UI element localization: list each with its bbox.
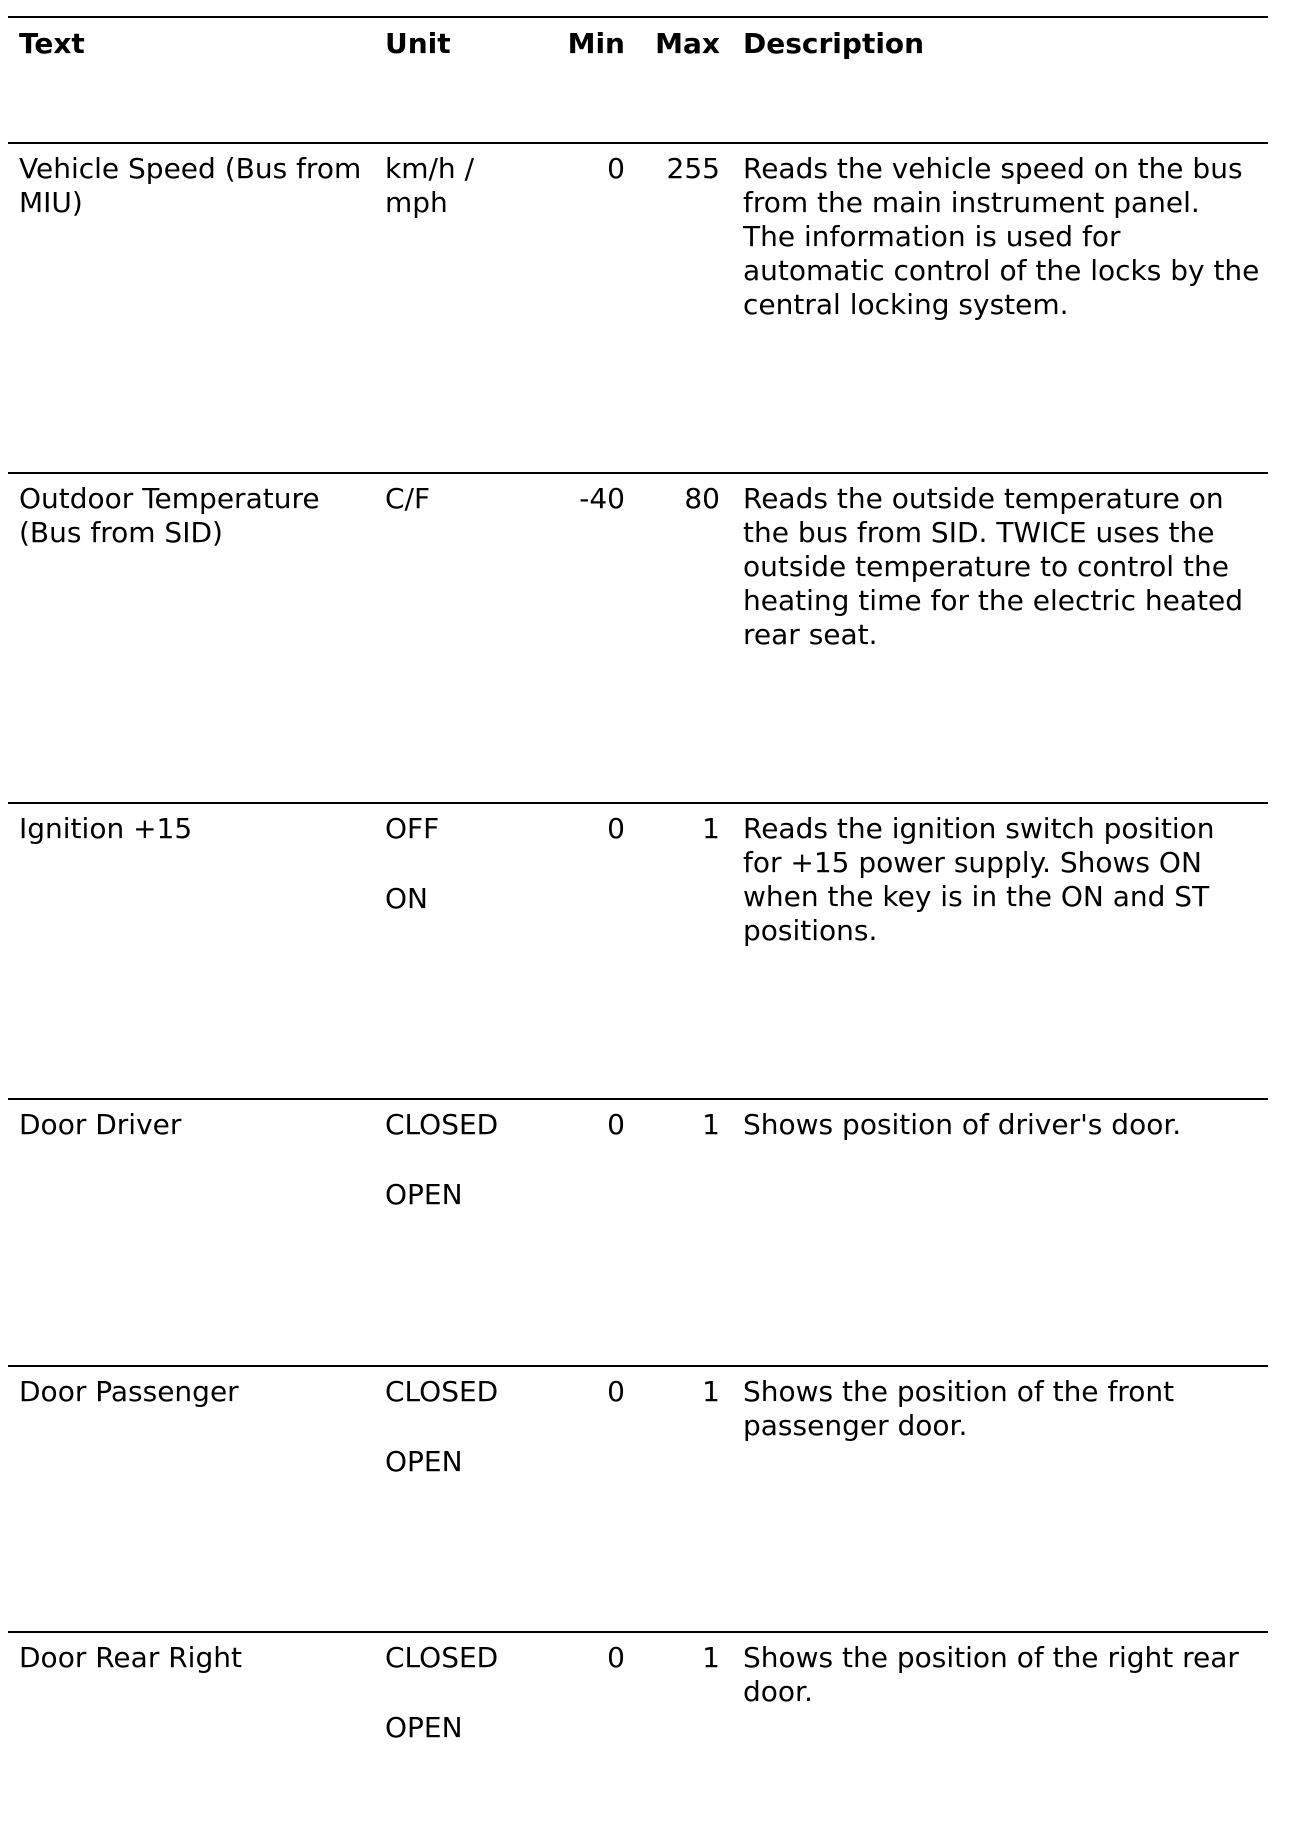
row-min-value: 0	[607, 812, 625, 845]
row-text-line: Door Rear Right	[19, 1641, 242, 1674]
row-max-value: 1	[702, 812, 720, 845]
row-description-cell	[743, 812, 1271, 948]
row-text-line: (Bus from SID)	[19, 516, 223, 549]
row-rule	[8, 802, 1268, 804]
row-description-line: when the key is in the ON and ST	[743, 880, 1210, 913]
row-description-line: rear seat.	[743, 618, 878, 651]
row-rule	[8, 1631, 1268, 1633]
header-max: Max	[655, 27, 720, 60]
row-rule	[8, 472, 1268, 474]
row-unit-line: OPEN	[385, 1445, 463, 1478]
row-max-value: 1	[702, 1641, 720, 1674]
row-unit-line: mph	[385, 186, 448, 219]
row-unit-line: CLOSED	[385, 1108, 499, 1141]
row-unit-line: OPEN	[385, 1711, 463, 1744]
row-description-cell	[743, 482, 1271, 652]
row-description-line: positions.	[743, 914, 878, 947]
row-text-cell	[19, 1375, 374, 1409]
row-description-cell	[743, 1641, 1271, 1709]
header-min: Min	[567, 27, 625, 60]
row-min-value: 0	[607, 1108, 625, 1141]
row-description-line: Reads the vehicle speed on the bus	[743, 152, 1243, 185]
row-unit-cell	[385, 152, 545, 220]
row-unit-line: C/F	[385, 482, 431, 515]
row-unit-line: CLOSED	[385, 1375, 499, 1408]
row-text-line: Vehicle Speed (Bus from	[19, 152, 362, 185]
row-text-cell	[19, 812, 374, 846]
row-description-cell	[743, 1375, 1271, 1443]
row-rule	[8, 1365, 1268, 1367]
row-description-line: Shows the position of the right rear	[743, 1641, 1239, 1674]
row-unit-line: ON	[385, 882, 428, 915]
row-text-cell	[19, 1641, 374, 1675]
row-unit-line: km/h /	[385, 152, 475, 185]
row-unit-cell	[385, 1641, 545, 1745]
row-min-value: -40	[579, 482, 625, 515]
row-unit-line: OPEN	[385, 1178, 463, 1211]
row-unit-line: OFF	[385, 812, 440, 845]
row-description-line: Shows the position of the front	[743, 1375, 1175, 1408]
row-text-line: MIU)	[19, 186, 83, 219]
row-max-value: 255	[666, 152, 720, 185]
header-description: Description	[743, 27, 925, 60]
row-description-line: heating time for the electric heated	[743, 584, 1244, 617]
row-max-value: 1	[702, 1108, 720, 1141]
row-unit-cell	[385, 1108, 545, 1212]
row-description-line: automatic control of the locks by the	[743, 254, 1260, 287]
row-description-line: from the main instrument panel.	[743, 186, 1200, 219]
row-description-line: passenger door.	[743, 1409, 968, 1442]
row-text-line: Door Passenger	[19, 1375, 239, 1408]
row-text-cell	[19, 152, 374, 220]
row-min-value: 0	[607, 1641, 625, 1674]
row-description-line: outside temperature to control the	[743, 550, 1229, 583]
row-max-value: 80	[684, 482, 720, 515]
row-description-line: the bus from SID. TWICE uses the	[743, 516, 1215, 549]
row-max-value: 1	[702, 1375, 720, 1408]
row-description-cell	[743, 152, 1271, 322]
row-unit-line: CLOSED	[385, 1641, 499, 1674]
row-description-line: central locking system.	[743, 288, 1069, 321]
row-description-line: Reads the ignition switch position	[743, 812, 1215, 845]
row-text-line: Ignition +15	[19, 812, 193, 845]
row-rule	[8, 142, 1268, 144]
row-unit-cell	[385, 1375, 545, 1479]
row-text-cell	[19, 482, 374, 550]
row-unit-cell	[385, 482, 545, 516]
row-description-cell	[743, 1108, 1271, 1142]
row-description-line: Reads the outside temperature on	[743, 482, 1224, 515]
row-description-line: for +15 power supply. Shows ON	[743, 846, 1202, 879]
row-unit-cell	[385, 812, 545, 916]
row-min-value: 0	[607, 1375, 625, 1408]
header-unit: Unit	[385, 27, 451, 60]
row-description-line: Shows position of driver's door.	[743, 1108, 1182, 1141]
table-top-rule	[8, 16, 1268, 18]
row-text-cell	[19, 1108, 374, 1142]
row-description-line: door.	[743, 1675, 813, 1708]
row-rule	[8, 1098, 1268, 1100]
row-min-value: 0	[607, 152, 625, 185]
header-text: Text	[19, 27, 85, 60]
row-text-line: Door Driver	[19, 1108, 182, 1141]
row-description-line: The information is used for	[743, 220, 1121, 253]
row-text-line: Outdoor Temperature	[19, 482, 320, 515]
